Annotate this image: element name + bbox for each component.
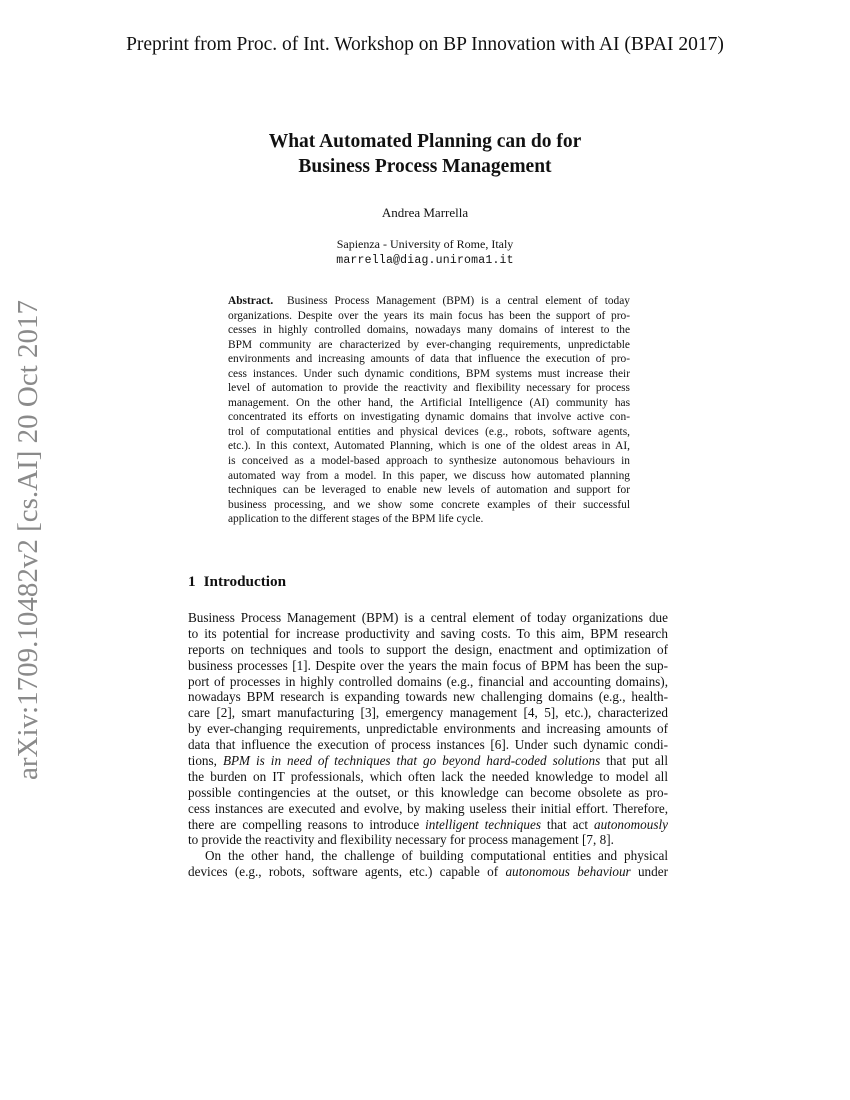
abstract-line: business processing, and we show some concrete examples of their successful xyxy=(228,498,630,511)
abstract-label: Abstract. xyxy=(228,295,274,307)
body-emphasis: intelligent techniques xyxy=(425,816,541,832)
arxiv-stamp-text: arXiv:1709.10482v2 [cs.AI] 20 Oct 2017 xyxy=(12,299,44,781)
body-emphasis: BPM is in need of techniques that go beyond hard-coded solutions xyxy=(222,753,601,769)
abstract-line: BPM community are characterized by ever-changing requirements, unpredictable xyxy=(228,338,630,351)
abstract-line: organizations. Despite over the years its main focus has been the support of pro- xyxy=(228,309,630,322)
body-line: care [2], smart manufacturing [3], emergency management [4, 5], etc.), characterized xyxy=(188,705,668,721)
abstract-line: environments and increasing amounts of data that influence the execution of pro- xyxy=(228,353,630,366)
abstract-line: cesses in highly controlled domains, nowadays many domains of interest to the xyxy=(228,324,630,337)
body-line xyxy=(188,753,668,769)
abstract-line: application to the different stages of the BPM life cycle. xyxy=(228,513,484,526)
body-line: nowadays BPM research is expanding towards new challenging domains (e.g., health- xyxy=(188,689,668,705)
abstract-line: concentrated its efforts on investigating dynamic domains that involve active con- xyxy=(228,411,630,424)
paper-title xyxy=(0,129,850,179)
section-number: 1 xyxy=(188,573,196,590)
abstract-line: automated way from a model. In this paper, we discuss how automated planning xyxy=(228,469,630,482)
body-line xyxy=(188,817,668,833)
abstract-line xyxy=(228,294,630,309)
body-line: cess instances are executed and evolve, by making useless their initial effort. Therefore, xyxy=(188,800,668,816)
body-text xyxy=(188,610,668,880)
body-line: to its potential for increase productivity and saving costs. To this aim, BPM research xyxy=(188,625,668,641)
abstract-line: techniques can be leveraged to enable new levels of automation and support for xyxy=(228,484,630,497)
abstract-line: level of automation to provide the reactivity and flexibility necessary for process xyxy=(228,382,630,395)
body-span: that put all xyxy=(600,753,668,769)
abstract-line: management. On the other hand, the Artificial Intelligence (AI) community has xyxy=(228,396,630,409)
body-span: devices (e.g., robots, software agents, etc.) capable of xyxy=(188,864,506,880)
abstract-line: trol of computational entities and physical devices (e.g., robots, software agents, xyxy=(228,425,630,438)
body-span: that act xyxy=(540,816,594,832)
abstract-line: is conceived as a model-based approach to synthesize autonomous behaviours in xyxy=(228,455,630,468)
body-line: On the other hand, the challenge of building computational entities and physical xyxy=(205,848,668,864)
title-line-1: What Automated Planning can do for xyxy=(268,131,582,152)
section-title: Introduction xyxy=(203,573,287,590)
body-line: business processes [1]. Despite over the years the main focus of BPM has been the sup- xyxy=(188,657,668,673)
body-line: data that influence the execution of process instances [6]. Under such dynamic condi- xyxy=(188,737,668,753)
affiliation: Sapienza - University of Rome, Italy xyxy=(336,237,514,251)
body-line: the burden on IT professionals, which often lack the needed knowledge to model all xyxy=(188,768,668,784)
body-span: there are compelling reasons to introduce xyxy=(188,816,426,832)
body-line xyxy=(188,864,668,880)
body-line: by ever-changing requirements, unpredictable environments and increasing amounts of xyxy=(188,721,668,737)
body-emphasis: autonomous behaviour xyxy=(505,864,631,880)
title-line-2: Business Process Management xyxy=(298,156,552,177)
abstract-line: etc.). In this context, Automated Planning, which is one of the oldest areas in AI, xyxy=(228,440,630,453)
author-email[interactable]: marrella@diag.uniroma1.it xyxy=(336,254,514,267)
body-line: to provide the reactivity and flexibility necessary for process management [7, 8]. xyxy=(188,832,614,848)
body-line: Business Process Management (BPM) is a central element of today organizations due xyxy=(188,610,668,625)
body-span: under xyxy=(630,864,668,880)
body-line: reports on techniques and tools to support the design, enactment and optimization of xyxy=(188,641,668,657)
abstract-text: Business Process Management (BPM) is a central element of today xyxy=(287,295,630,307)
author-name: Andrea Marrella xyxy=(381,205,469,220)
running-header: Preprint from Proc. of Int. Workshop on BP Innovation with AI (BPAI 2017) xyxy=(126,34,724,55)
body-line: possible contingencies at the outset, or this knowledge can become obsolete as pro- xyxy=(188,784,668,800)
abstract xyxy=(228,294,630,527)
body-line: port of processes in highly controlled domains (e.g., financial and accounting domains), xyxy=(188,673,668,689)
body-emphasis: autonomously xyxy=(593,816,668,832)
section-heading xyxy=(188,573,286,591)
abstract-line: cess instances. Under such dynamic conditions, BPM systems must increase their xyxy=(228,367,630,380)
body-span: tions, xyxy=(188,753,223,769)
